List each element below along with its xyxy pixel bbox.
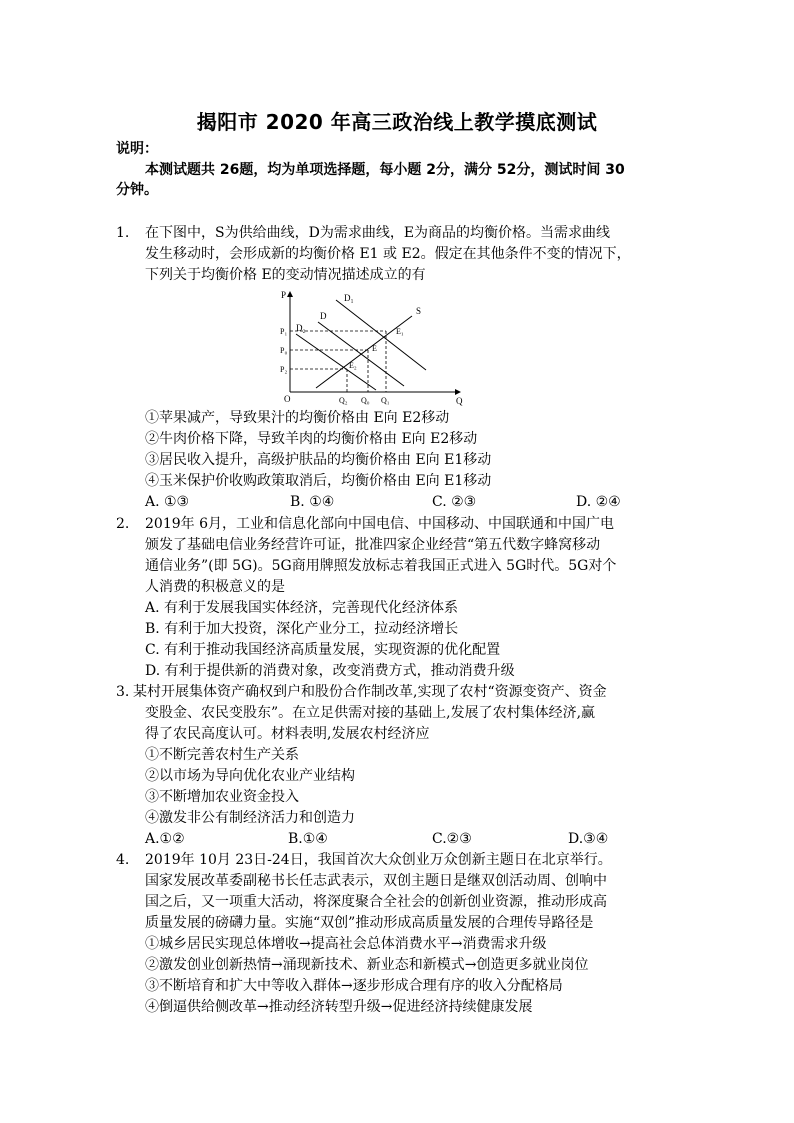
q4-number: 4. [116,852,130,868]
d-label: D [320,311,327,321]
q2-option-a: A. 有利于发展我国实体经济，完善现代化经济体系 [145,600,459,616]
q3-stem-line: 变股金、农民变股东”。在立足供需对接的基础上,发展了农村集体经济,赢 [145,705,596,721]
demand-curve-d1 [336,300,426,370]
q1-option-d: D. ②④ [576,494,621,510]
note-line-2: 分钟。 [116,182,158,198]
q3-stem-line: 某村开展集体资产确权到户和股份合作制改革,实现了农村“资源变资产、资金 [133,684,607,700]
q1-label: Q₁ [381,396,390,405]
q4-stem-line: 2019年 10月 23日-24日，我国首次大众创业万众创新主题日在北京举行。 [145,852,612,868]
q4-item: ③不断培育和扩大中等收入群体→逐步形成合理有序的收入分配格局 [145,978,563,994]
d1-label: D₁ [344,293,354,303]
q4-stem-line: 国之后，又一项重大活动，将深度聚合全社会的创新创业资源，推动形成高 [145,894,607,910]
q2-option-d: D. 有利于提供新的消费对象，改变消费方式，推动消费升级 [145,663,515,679]
q1-option-b: B. ①④ [290,494,335,510]
supply-demand-graph [276,286,476,410]
q1-stem-line: 在下图中，S为供给曲线，D为需求曲线，E为商品的均衡价格。当需求曲线 [145,225,611,241]
d2-label: D₂ [296,323,306,333]
q4-item: ②激发创业创新热情→涌现新技术、新业态和新模式→创造更多就业岗位 [145,957,589,973]
q1-item: ④玉米保护价收购政策取消后，均衡价格由 E向 E1移动 [145,473,492,489]
e1-label: E₁ [396,327,404,336]
e-label: E [372,344,377,353]
q2-option-b: B. 有利于加大投资，深化产业分工，拉动经济增长 [145,621,459,637]
note-label: 说明： [116,141,158,157]
q2-label: Q₂ [339,396,348,405]
q3-option-c: C.②③ [432,831,472,847]
note-line-1: 本测试题共 26题，均为单项选择题，每小题 2分，满分 52分，测试时间 30 [145,162,625,178]
demand-curve-d2 [296,334,376,390]
page-title: 揭阳市 2020 年高三政治线上教学摸底测试 [196,110,598,134]
axis-p-label: P [281,290,287,300]
q3-number: 3. [116,684,130,700]
q1-item: ②牛肉价格下降，导致羊肉的均衡价格由 E向 E2移动 [145,431,478,447]
q3-item: ④激发非公有制经济活力和创造力 [145,810,355,826]
p0-label: P₀ [280,346,288,355]
q3-item: ③不断增加农业资金投入 [145,789,299,805]
q1-item: ①苹果减产，导致果汁的均衡价格由 E向 E2移动 [145,410,450,426]
q3-stem-line: 得了农民高度认可。材料表明,发展农村经济应 [145,726,430,742]
e2-label: E₂ [349,361,357,370]
q1-number: 1. [116,225,130,241]
q1-item: ③居民收入提升，高级护肤品的均衡价格由 E向 E1移动 [145,452,492,468]
q1-option-a: A. ①③ [145,494,190,510]
q3-item: ②以市场为导向优化农业产业结构 [145,768,355,784]
q2-stem-line: 通信业务”(即 5G)。5G商用牌照发放标志着我国正式进入 5G时代。5G对个 [145,558,617,574]
p2-label: P₂ [280,365,288,374]
q4-stem-line: 质量发展的磅礴力量。实施“双创”推动形成高质量发展的合理传导路径是 [145,915,594,931]
q1-option-c: C. ②③ [432,494,477,510]
q3-item: ①不断完善农村生产关系 [145,747,299,763]
q2-number: 2. [116,516,130,532]
q2-stem-line: 2019年 6月，工业和信息化部向中国电信、中国移动、中国联通和中国广电 [145,516,614,532]
s-label: S [416,306,422,316]
axis-q-label: Q [456,396,463,406]
q2-option-c: C. 有利于推动我国经济高质量发展，实现资源的优化配置 [145,642,501,658]
q3-option-d: D.③④ [568,831,609,847]
p1-label: P₁ [280,327,288,336]
q3-option-a: A.①② [145,831,185,847]
q3-option-b: B.①④ [288,831,328,847]
q2-stem-line: 人消费的积极意义的是 [145,579,285,595]
origin-label: O [284,394,291,404]
q1-stem-line: 下列关于均衡价格 E的变动情况描述成立的有 [145,267,426,283]
q4-stem-line: 国家发展改革委副秘书长任志武表示，双创主题日是继双创活动周、创响中 [145,873,607,889]
q4-item: ①城乡居民实现总体增收→提高社会总体消费水平→消费需求升级 [145,936,547,952]
q4-item: ④倒逼供给侧改革→推动经济转型升级→促进经济持续健康发展 [145,999,533,1015]
q2-stem-line: 颁发了基础电信业务经营许可证，批准四家企业经营“第五代数字蜂窝移动 [145,537,601,553]
q1-stem-line: 发生移动时，会形成新的均衡价格 E1 或 E2。假定在其他条件不变的情况下， [145,246,631,262]
q0-label: Q₀ [361,396,370,405]
